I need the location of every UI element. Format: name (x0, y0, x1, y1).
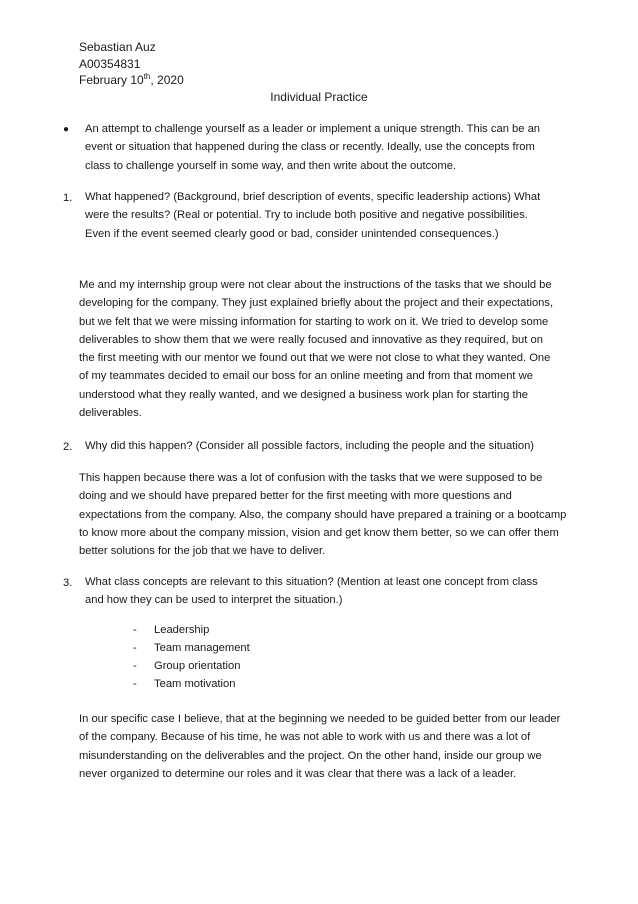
concept-list-item: Leadership (154, 624, 210, 636)
student-id: A00354831 (79, 57, 141, 71)
answer-3-text: In our specific case I believe, that at the beginning we needed to be guided better from our leader of the company. Because of his time, he was not able to work with us and there was a lot of misunderstanding on the deliverables and the project. On the other hand, inside our group we never organized to determine our roles and it was clear that there was a lack of a leader. (79, 713, 561, 780)
question-2-text: Why did this happen? (Consider all possible factors, including the people and the situation) (85, 440, 535, 452)
question-number-2: 2. (63, 441, 73, 453)
list-dash: - (133, 624, 137, 636)
date-prefix: February 10 (79, 73, 144, 87)
concept-list-item: Team management (154, 642, 250, 654)
question-3-text: What class concepts are relevant to this situation? (Mention at least one concept from class and how they can be used to interpret the situation.) (85, 576, 538, 607)
intro-text: An attempt to challenge yourself as a leader or implement a unique strength. This can be an event or situation that happened during the class or recently. Ideally, use the concepts from class to challenge yourself in some way, and then write about the outcome. (85, 123, 541, 172)
document-title: Individual Practice (270, 90, 368, 104)
date-sup: th (143, 72, 151, 81)
concept-list-item: Team motivation (154, 678, 236, 690)
list-dash: - (133, 678, 137, 690)
concept-list-item: Group orientation (154, 660, 241, 672)
answer-2-text: This happen because there was a lot of confusion with the tasks that we were supposed to be doing and we should have prepared better for the first meeting with more questions and expectations from the company. Also, the company should have prepared a training or a bootcamp to know more about the company mission, vision and get know them better, so we can offer them better solutions for the job that we have to deliver. (79, 472, 567, 558)
author-name: Sebastian Auz (79, 40, 156, 54)
list-dash: - (133, 642, 137, 654)
bullet-icon: ● (63, 124, 70, 135)
question-1-text: What happened? (Background, brief description of events, specific leadership actions) What were the results? (Real or potential. Try to include both positive and negative possibilities. Even if the event seemed clearly good or bad, consider unintended consequences.) (85, 191, 541, 240)
question-number-1: 1. (63, 192, 73, 204)
date-suffix: , 2020 (150, 73, 184, 87)
document-date (79, 73, 184, 87)
question-number-3: 3. (63, 577, 73, 589)
list-dash: - (133, 660, 137, 672)
answer-1-text: Me and my internship group were not clear about the instructions of the tasks that we should be developing for the company. They just explained briefly about the project and their expectations, but we felt that we were missing information for starting to work on it. We tried to develop some deliverables to show them that we were really focused and innovative as they required, but on the first meeting with our mentor we found out that we were not close to what they wanted. One of my teammates decided to email our boss for an online meeting and from that moment we understood what they really wanted, and we designed a business work plan for starting the deliverables. (79, 279, 554, 420)
